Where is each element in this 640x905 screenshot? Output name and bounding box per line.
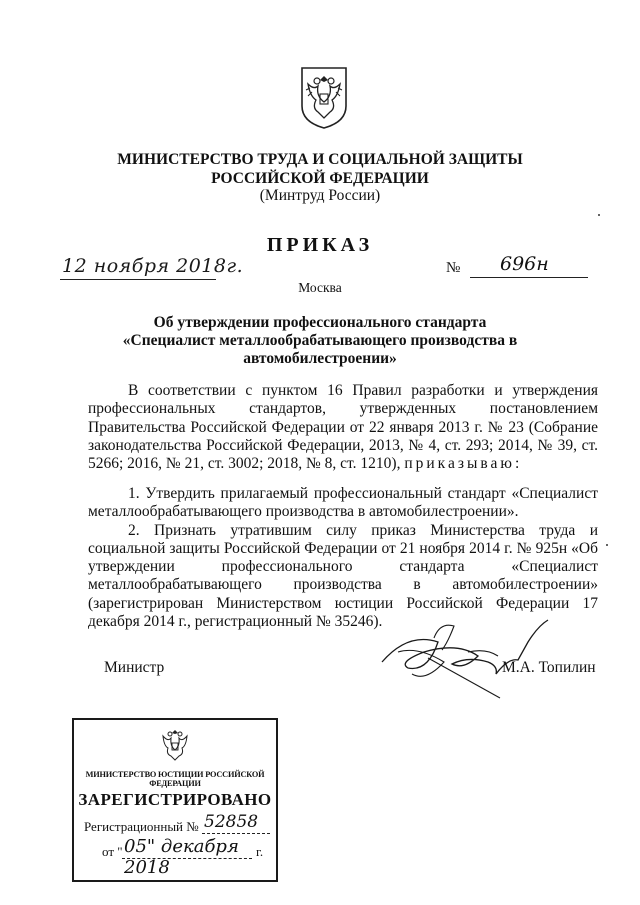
order-number-label: № xyxy=(446,260,461,276)
order-subject xyxy=(110,314,530,368)
number-underline xyxy=(470,277,588,278)
stamp-date-underline xyxy=(122,858,252,859)
ministry-name-line1: МИНИСТЕРСТВО ТРУДА И СОЦИАЛЬНОЙ ЗАЩИТЫ xyxy=(117,151,523,168)
order-item-1: 1. Утвердить прилагаемый профессиональный стандарт «Специалист металлообрабатывающего производства в автомобилестроении». xyxy=(88,485,598,521)
order-number-handwritten: 696н xyxy=(500,253,549,275)
stamp-date-handwritten: 05" декабря 2018 xyxy=(124,836,239,878)
order-items xyxy=(88,485,598,631)
scan-speck xyxy=(606,544,608,546)
order-item-2: 2. Признать утратившим силу приказ Министерства труда и социальной защиты Российской Федерации от 21 ноября 2014 г. № 925н «Об утверждении профессионального стандарта «Специалист металлообрабатывающего производства в автомобилестроении» (зарегистрирован Министерством юстиции Российской Федерации 17 декабря 2014 г., регистрационный № 35246). xyxy=(88,521,598,631)
stamp-from-label: от " xyxy=(102,844,123,859)
stamp-reg-label: Регистрационный № xyxy=(84,819,199,834)
subject-line3: автомобилестроении» xyxy=(243,350,397,367)
signatory-position: Министр xyxy=(104,659,165,676)
state-emblem-icon xyxy=(296,62,352,132)
order-word: приказываю: xyxy=(404,455,523,473)
stamp-status: ЗАРЕГИСТРИРОВАНО xyxy=(78,790,272,809)
scan-speck xyxy=(598,214,600,216)
order-date-handwritten: 12 ноября 2018г. xyxy=(62,255,244,277)
registration-stamp xyxy=(72,718,278,882)
stamp-year-suffix: г. xyxy=(256,844,264,859)
subject-line2: «Специалист металлообрабатывающего производства в xyxy=(122,332,518,349)
ministry-name-line2: РОССИЙСКОЙ ФЕДЕРАЦИИ xyxy=(211,170,429,187)
stamp-organization: МИНИСТЕРСТВО ЮСТИЦИИ РОССИЙСКОЙ ФЕДЕРАЦИИ xyxy=(85,770,265,788)
stamp-reg-number-handwritten: 52858 xyxy=(204,812,259,832)
preamble-text: В соответствии с пунктом 16 Правил разработки и утверждения профессиональных стандартов, утвержденных постановлением Правительства Российской Федерации от 22 января 2013 г. № 23 (Собрание законодательства Российской Федерации, 2013, № 4, ст. 293; 2014, № 39, ст. 5266; 2016, № 21, ст. 3002; 2018, № 8, ст. 1210), xyxy=(88,382,598,473)
subject-line1: Об утверждении профессионального стандарта xyxy=(153,314,487,331)
order-city: Москва xyxy=(298,280,342,295)
document-title: ПРИКАЗ xyxy=(266,234,374,256)
signature-icon xyxy=(368,612,558,704)
preamble-paragraph xyxy=(88,382,598,473)
stamp-reg-underline xyxy=(202,833,270,834)
stamp-emblem-icon xyxy=(160,726,190,764)
signatory-name: М.А. Топилин xyxy=(502,659,596,676)
ministry-short-name: (Минтруд России) xyxy=(259,187,381,204)
